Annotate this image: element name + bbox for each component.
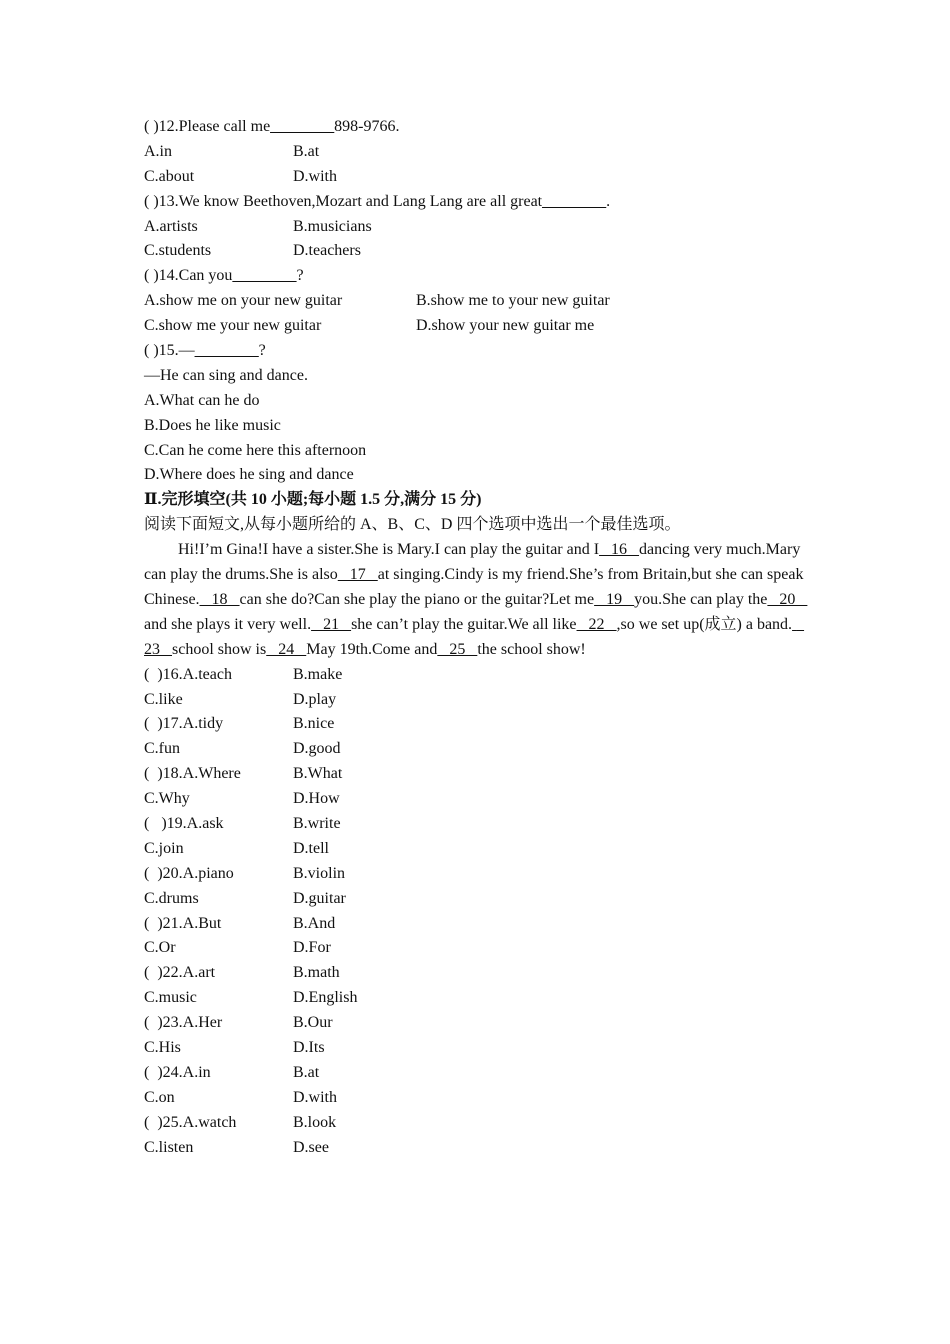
option-d: D.with — [293, 1088, 337, 1106]
question-14-stem — [144, 264, 814, 289]
option-c: C.His — [144, 1039, 181, 1057]
cloze-option-row — [144, 887, 814, 912]
question-text: ? — [296, 267, 304, 285]
cloze-question-row — [144, 762, 814, 787]
cloze-question-row — [144, 912, 814, 937]
option-a: A.artists — [144, 217, 198, 235]
cloze-blank: 18 — [199, 590, 240, 608]
question-text: ( )13.We know Beethoven,Mozart and Lang Lang are all great — [144, 192, 543, 210]
option-d: D.For — [293, 939, 331, 957]
cloze-blank: 23 — [144, 615, 805, 658]
option-c: C.on — [144, 1088, 175, 1106]
answer-blank: ________ — [542, 192, 607, 210]
option-c: C.fun — [144, 740, 180, 758]
option-d: D.How — [293, 790, 340, 808]
option-d: D.teachers — [293, 242, 361, 260]
option-a: A.show me on your new guitar — [144, 292, 343, 310]
cloze-blank: 24 — [266, 640, 307, 658]
option-b: B.Our — [293, 1014, 333, 1032]
cloze-question-list — [144, 663, 814, 1161]
option-d: D.with — [293, 167, 337, 185]
option-c: C.show me your new guitar — [144, 317, 322, 335]
passage-text: can she do?Can she play the piano or the guitar?Let me — [239, 590, 595, 608]
option-a: ( )24.A.in — [144, 1063, 211, 1081]
cloze-option-row — [144, 1086, 814, 1111]
option-b: B.make — [293, 665, 343, 683]
option-a: A.What can he do — [144, 391, 260, 409]
cloze-blank: 16 — [599, 541, 640, 559]
cloze-option-row — [144, 1136, 814, 1161]
option-d: D.guitar — [293, 889, 346, 907]
passage-text: the school show! — [477, 640, 586, 658]
option-c: C.music — [144, 989, 197, 1007]
cloze-question-row — [144, 961, 814, 986]
question-12-stem — [144, 115, 814, 140]
question-text: . — [606, 192, 611, 210]
cloze-question-row — [144, 862, 814, 887]
cloze-question-row — [144, 1061, 814, 1086]
cloze-option-row — [144, 737, 814, 762]
option-b: B.at — [293, 1063, 320, 1081]
option-d: D.good — [293, 740, 341, 758]
cloze-option-row — [144, 1036, 814, 1061]
passage-text: school show is — [172, 640, 267, 658]
worksheet-page — [144, 115, 814, 1160]
option-b: B.at — [293, 142, 320, 160]
option-b: B.write — [293, 815, 341, 833]
option-a: ( )21.A.But — [144, 914, 222, 932]
option-d: D.English — [293, 989, 358, 1007]
option-c: C.listen — [144, 1138, 194, 1156]
section-title: Ⅱ.完形填空(共 10 小题;每小题 1.5 分,满分 15 分) — [144, 491, 482, 509]
passage-text: Hi!I’m Gina!I have a sister.She is Mary.I can play the guitar and I — [178, 541, 600, 559]
option-row — [144, 314, 814, 339]
option-row — [144, 215, 814, 240]
option-row — [144, 289, 814, 314]
option-c: C.like — [144, 690, 183, 708]
cloze-option-row — [144, 688, 814, 713]
option-c: C.join — [144, 839, 184, 857]
option-row — [144, 239, 814, 264]
cloze-blank: 25 — [437, 640, 478, 658]
option-b: B.musicians — [293, 217, 372, 235]
option-a: ( )25.A.watch — [144, 1113, 237, 1131]
option-a: ( )16.A.teach — [144, 665, 232, 683]
option-d: D.Where does he sing and dance — [144, 466, 354, 484]
cloze-blank: 20 — [767, 590, 808, 608]
passage-text: she can’t play the guitar.We all like — [351, 615, 577, 633]
option-c: C.drums — [144, 889, 199, 907]
answer-blank: ________ — [270, 118, 335, 135]
option-c: C.Can he come here this afternoon — [144, 441, 367, 459]
passage-text: you.She can play the — [634, 590, 768, 608]
option-b: B.show me to your new guitar — [416, 292, 610, 310]
cloze-option-row — [144, 837, 814, 862]
passage-text: at singing.Cindy is my friend.She’s from Britain,but she can speak Chinese. — [144, 566, 808, 608]
option-c: C.about — [144, 167, 195, 185]
option-c: C.students — [144, 242, 212, 260]
answer-blank: ________ — [194, 342, 259, 360]
cloze-question-row — [144, 812, 814, 837]
option-row — [144, 165, 814, 190]
option-a: ( )22.A.art — [144, 964, 216, 982]
cloze-blank: 22 — [576, 615, 617, 633]
cloze-blank: 21 — [311, 615, 352, 633]
option-d: D.play — [293, 690, 337, 708]
question-13-stem — [144, 190, 814, 215]
section-instruction: 阅读下面短文,从每小题所给的 A、B、C、D 四个选项中选出一个最佳选项。 — [144, 516, 681, 534]
passage-text: dancing very much.Mary can play the drums.She is also — [144, 541, 805, 584]
option-d: D.see — [293, 1138, 329, 1156]
option-b: B.Does he like music — [144, 416, 281, 434]
dialogue-reply: —He can sing and dance. — [144, 366, 308, 384]
option-b: B.violin — [293, 864, 346, 882]
option-a: ( )19.A.ask — [144, 815, 224, 833]
option-a: A.in — [144, 142, 172, 160]
option-b: B.look — [293, 1113, 337, 1131]
option-d: D.show your new guitar me — [416, 317, 595, 335]
option-row — [144, 140, 814, 165]
cloze-blank: 17 — [337, 566, 378, 584]
option-a: ( )20.A.piano — [144, 864, 234, 882]
option-a: ( )23.A.Her — [144, 1014, 223, 1032]
passage-text: ,so we set up(成立) a band. — [616, 615, 793, 633]
option-b: B.nice — [293, 715, 335, 733]
option-a: ( )18.A.Where — [144, 765, 241, 783]
answer-blank: ________ — [232, 267, 297, 285]
question-text: 898-9766. — [334, 118, 400, 135]
option-b: B.math — [293, 964, 340, 982]
cloze-question-row — [144, 1011, 814, 1036]
passage-text: and she plays it very well. — [144, 615, 312, 633]
cloze-option-row — [144, 986, 814, 1011]
question-15-stem — [144, 339, 814, 364]
option-d: D.Its — [293, 1039, 325, 1057]
option-c: C.Or — [144, 939, 176, 957]
cloze-blank: 19 — [594, 590, 635, 608]
option-c: C.Why — [144, 790, 190, 808]
question-text: ( )14.Can you — [144, 267, 233, 285]
cloze-question-row — [144, 663, 814, 688]
cloze-option-row — [144, 936, 814, 961]
passage-text: May 19th.Come and — [306, 640, 438, 658]
cloze-option-row — [144, 787, 814, 812]
cloze-passage — [144, 538, 814, 663]
option-a: ( )17.A.tidy — [144, 715, 224, 733]
question-text: ? — [258, 342, 266, 360]
question-text: ( )15.— — [144, 342, 195, 360]
cloze-question-row — [144, 712, 814, 737]
question-text: ( )12.Please call me — [144, 118, 271, 135]
option-b: B.And — [293, 914, 336, 932]
cloze-question-row — [144, 1111, 814, 1136]
option-d: D.tell — [293, 839, 329, 857]
option-b: B.What — [293, 765, 343, 783]
